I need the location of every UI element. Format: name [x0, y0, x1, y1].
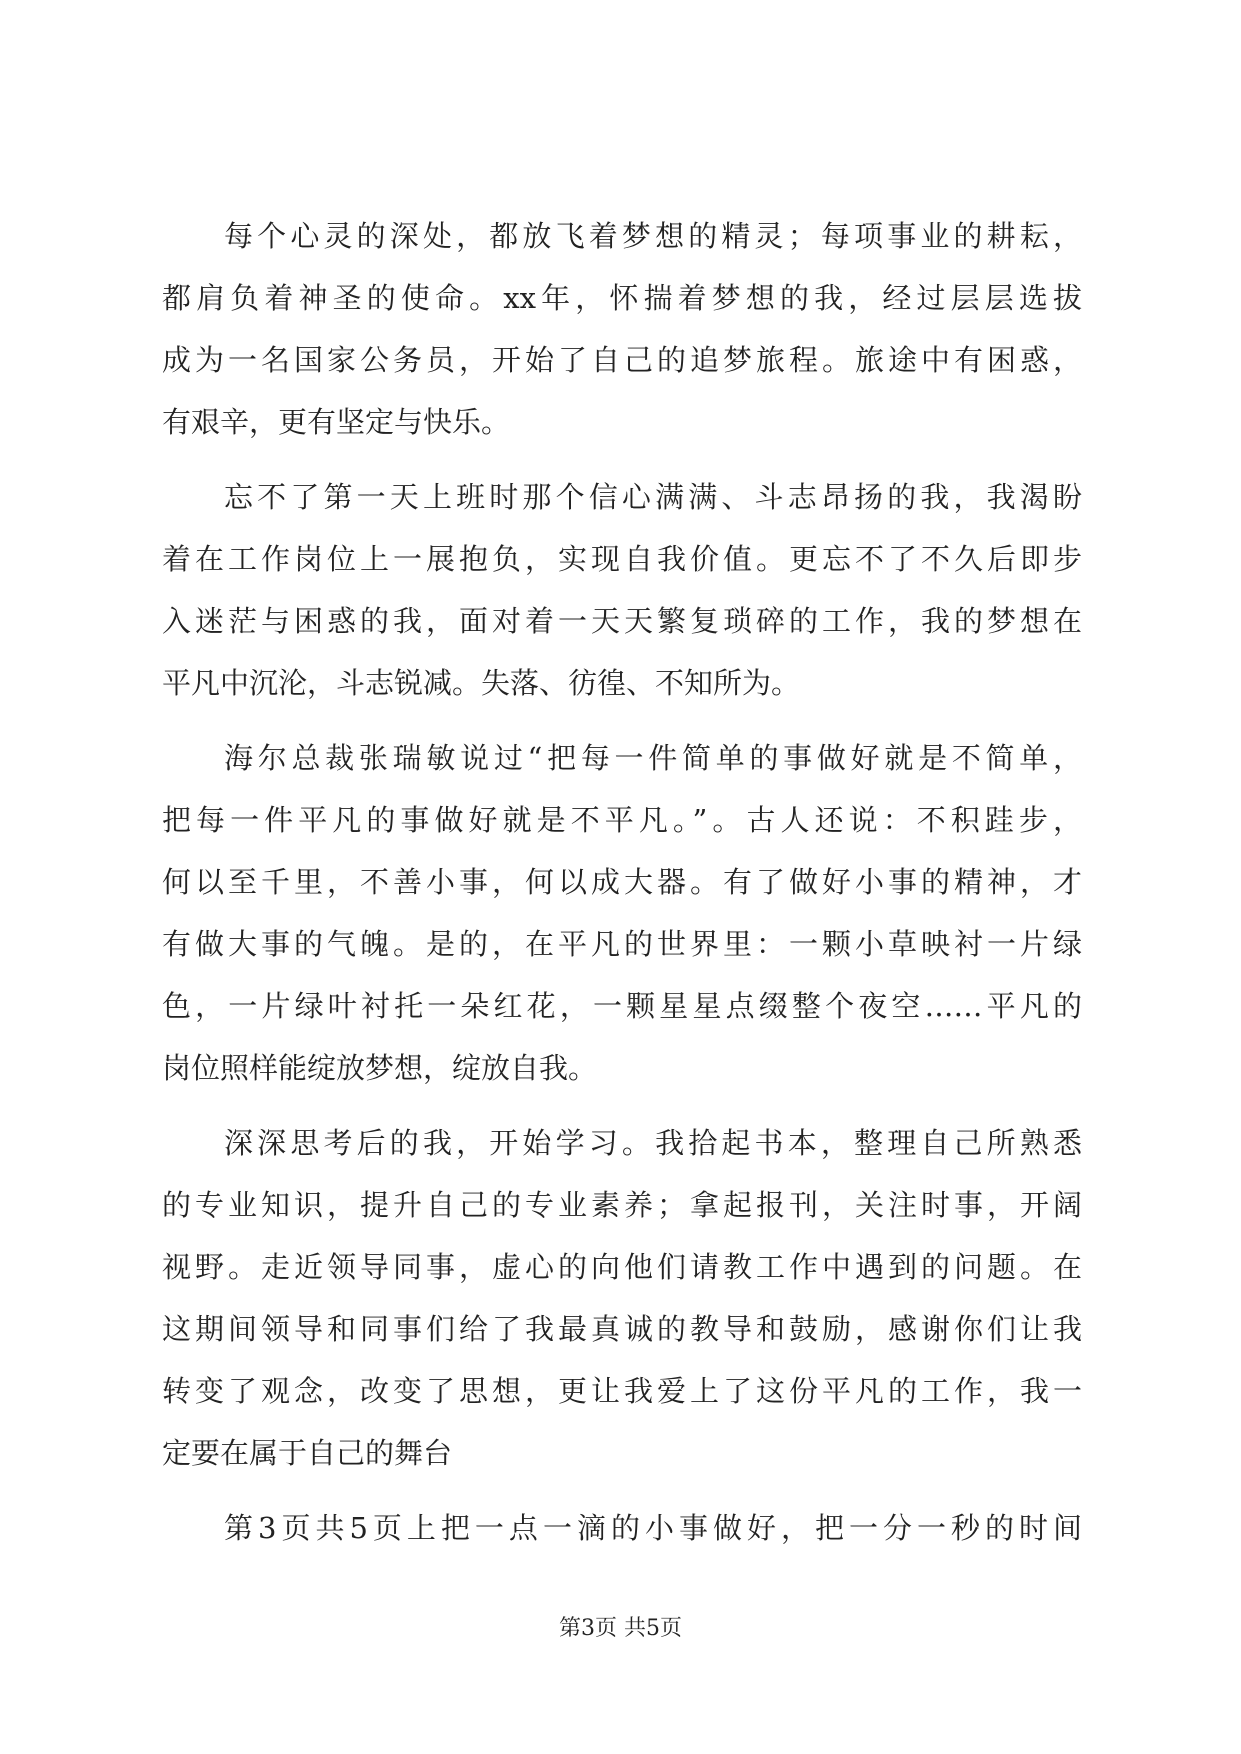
text-line: 海尔总裁张瑞敏说过“把每一件简单的事做好就是不简单，: [224, 741, 1082, 775]
text-line: 忘不了第一天上班时那个信心满满、斗志昂扬的我，我渴盼: [224, 480, 1082, 514]
text-line: 第3页共5页上把一点一滴的小事做好，把一分一秒的时间: [224, 1511, 1082, 1545]
paragraph: [162, 205, 1082, 453]
text-line: 的专业知识，提升自己的专业素养；拿起报刊，关注时事，开阔: [162, 1188, 1082, 1222]
text-line: 深深思考后的我，开始学习。我拾起书本，整理自己所熟悉: [224, 1126, 1082, 1160]
page-footer: 第3页 共5页: [559, 1616, 682, 1641]
text-line: 这期间领导和同事们给了我最真诚的教导和鼓励，感谢你们让我: [162, 1312, 1082, 1346]
text-line: 转变了观念，改变了思想，更让我爱上了这份平凡的工作，我一: [162, 1374, 1082, 1408]
paragraph: [162, 466, 1082, 714]
paragraph: [162, 727, 1082, 1099]
text-line: 入迷茫与困惑的我，面对着一天天繁复琐碎的工作，我的梦想在: [162, 604, 1082, 638]
text-line: 有做大事的气魄。是的，在平凡的世界里：一颗小草映衬一片绿: [162, 927, 1082, 961]
document-body: [162, 205, 1082, 1559]
text-line: 定要在属于自己的舞台: [162, 1436, 453, 1470]
text-line: 视野。走近领导同事，虚心的向他们请教工作中遇到的问题。在: [162, 1250, 1082, 1284]
text-line: 着在工作岗位上一展抱负，实现自我价值。更忘不了不久后即步: [162, 542, 1082, 576]
paragraph: [162, 1497, 1082, 1559]
text-line: 把每一件平凡的事做好就是不平凡。”。古人还说：不积跬步，: [162, 803, 1082, 837]
paragraph: [162, 1112, 1082, 1484]
text-line: 平凡中沉沦，斗志锐减。失落、彷徨、不知所为。: [162, 666, 801, 700]
text-line: 成为一名国家公务员，开始了自己的追梦旅程。旅途中有困惑，: [162, 343, 1082, 377]
text-line: 岗位照样能绽放梦想，绽放自我。: [162, 1051, 598, 1085]
text-line: 都肩负着神圣的使命。xx年，怀揣着梦想的我，经过层层选拔: [162, 281, 1082, 315]
text-line: 何以至千里，不善小事，何以成大器。有了做好小事的精神，才: [162, 865, 1082, 899]
text-line: 有艰辛，更有坚定与快乐。: [162, 405, 511, 439]
text-line: 色，一片绿叶衬托一朵红花，一颗星星点缀整个夜空……平凡的: [162, 989, 1082, 1023]
text-line: 每个心灵的深处，都放飞着梦想的精灵；每项事业的耕耘，: [224, 219, 1082, 253]
